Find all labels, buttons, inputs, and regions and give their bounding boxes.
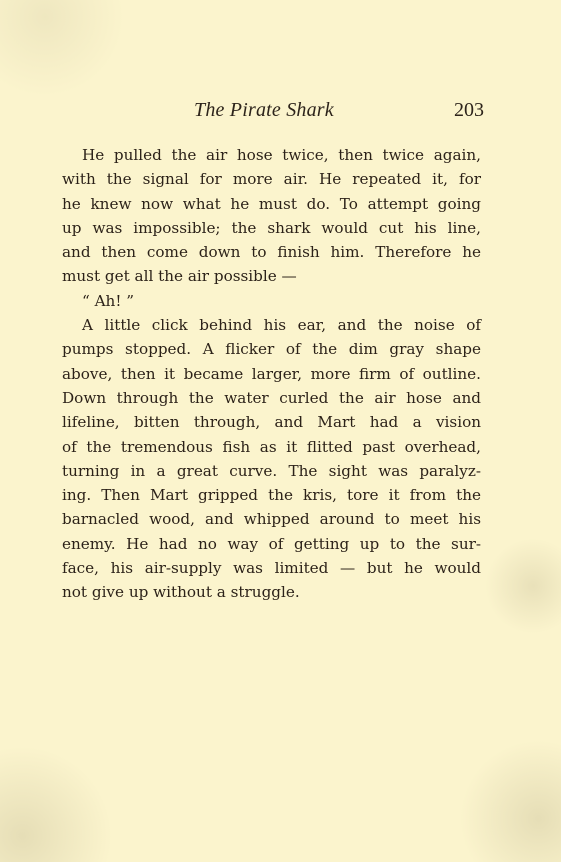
text-line: barnacled wood, and whipped around to meet his bbox=[62, 510, 481, 529]
text-line: up was impossible; the shark would cut his line, bbox=[62, 218, 481, 237]
text-line: lifeline, bitten through, and Mart had a vision bbox=[62, 413, 481, 432]
text-line: ing. Then Mart gripped the kris, tore it from the bbox=[62, 486, 481, 505]
text-line: pumps stopped. A flicker of the dim gray shape bbox=[62, 340, 481, 359]
page-header bbox=[194, 99, 484, 125]
page-number: 203 bbox=[454, 99, 484, 121]
text-line: of the tremendous fish as it flitted past overhead, bbox=[62, 437, 481, 456]
text-line: enemy. He had no way of getting up to the sur- bbox=[62, 534, 481, 553]
text-line: and then come down to finish him. Therefore he bbox=[62, 243, 481, 262]
running-title: The Pirate Shark bbox=[194, 99, 334, 121]
body-text bbox=[62, 143, 481, 605]
text-line: “ Ah! ” bbox=[82, 291, 135, 310]
text-line: with the signal for more air. He repeated it, for bbox=[62, 170, 481, 189]
text-line: turning in a great curve. The sight was paralyz- bbox=[62, 461, 481, 480]
text-line: He pulled the air hose twice, then twice again, bbox=[82, 146, 481, 164]
text-line: not give up without a struggle. bbox=[62, 583, 300, 602]
text-line: above, then it became larger, more firm of outline. bbox=[62, 364, 481, 383]
text-line: A little click behind his ear, and the noise of bbox=[82, 316, 481, 335]
text-line: must get all the air possible — bbox=[62, 267, 297, 286]
text-line: face, his air-supply was limited — but he would bbox=[62, 559, 481, 578]
text-line: he knew now what he must do. To attempt going bbox=[62, 194, 481, 213]
text-line: Down through the water curled the air hose and bbox=[62, 388, 481, 407]
